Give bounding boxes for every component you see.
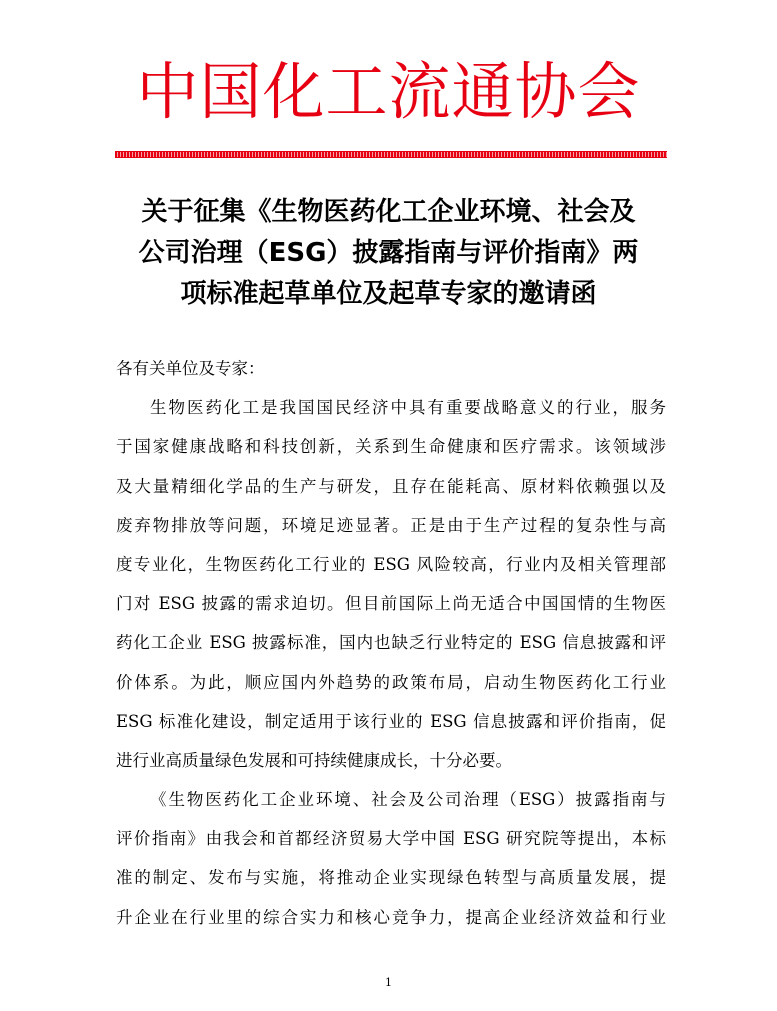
paragraph-line: 于国家健康战略和科技创新，关系到生命健康和医疗需求。该领域涉	[116, 437, 666, 457]
title-line: 项标准起草单位及起草专家的邀请函	[180, 279, 597, 309]
paragraph-1	[116, 393, 666, 785]
page-number: 1	[385, 976, 392, 989]
header-red-divider	[115, 151, 667, 158]
paragraph-line: 生物医药化工是我国国民经济中具有重要战略意义的行业，服务	[150, 398, 666, 418]
organization-header: 中国化工流通协会	[136, 55, 641, 128]
paragraph-line: 及大量精细化学品的生产与研发，且存在能耗高、原材料依赖强以及	[116, 476, 666, 496]
document-body	[116, 354, 666, 942]
salutation: 各有关单位及专家：	[116, 359, 265, 378]
paragraph-line: 升企业在行业里的综合实力和核心竞争力，提高企业经济效益和行业	[116, 907, 666, 927]
paragraph-line: 度专业化，生物医药化工行业的 ESG 风险较高，行业内及相关管理部	[116, 554, 666, 574]
paragraph-line: 准的制定、发布与实施，将推动企业实现绿色转型与高质量发展，提	[116, 868, 666, 888]
paragraph-line: 废弃物排放等问题，环境足迹显著。正是由于生产过程的复杂性与高	[116, 515, 666, 535]
paragraph-line: 门对 ESG 披露的需求迫切。但目前国际上尚无适合中国国情的生物医	[116, 594, 666, 614]
paragraph-2	[116, 785, 666, 942]
paragraph-line: 药化工企业 ESG 披露标准，国内也缺乏行业特定的 ESG 信息披露和评	[116, 633, 666, 653]
title-line: 关于征集《生物医药化工企业环境、社会及	[141, 197, 636, 227]
title-line: 公司治理（ESG）披露指南与评价指南》两	[138, 238, 639, 268]
paragraph-line: 评价指南》由我会和首都经济贸易大学中国 ESG 研究院等提出，本标	[116, 829, 666, 849]
paragraph-line: ESG 标准化建设，制定适用于该行业的 ESG 信息披露和评价指南，促	[116, 711, 666, 731]
paragraph-line: 价体系。为此，顺应国内外趋势的政策布局，启动生物医药化工行业	[116, 672, 666, 692]
paragraph-line: 《生物医药化工企业环境、社会及公司治理（ESG）披露指南与	[150, 790, 666, 810]
document-title	[100, 192, 677, 315]
paragraph-line: 进行业高质量绿色发展和可持续健康成长，十分必要。	[116, 750, 512, 770]
